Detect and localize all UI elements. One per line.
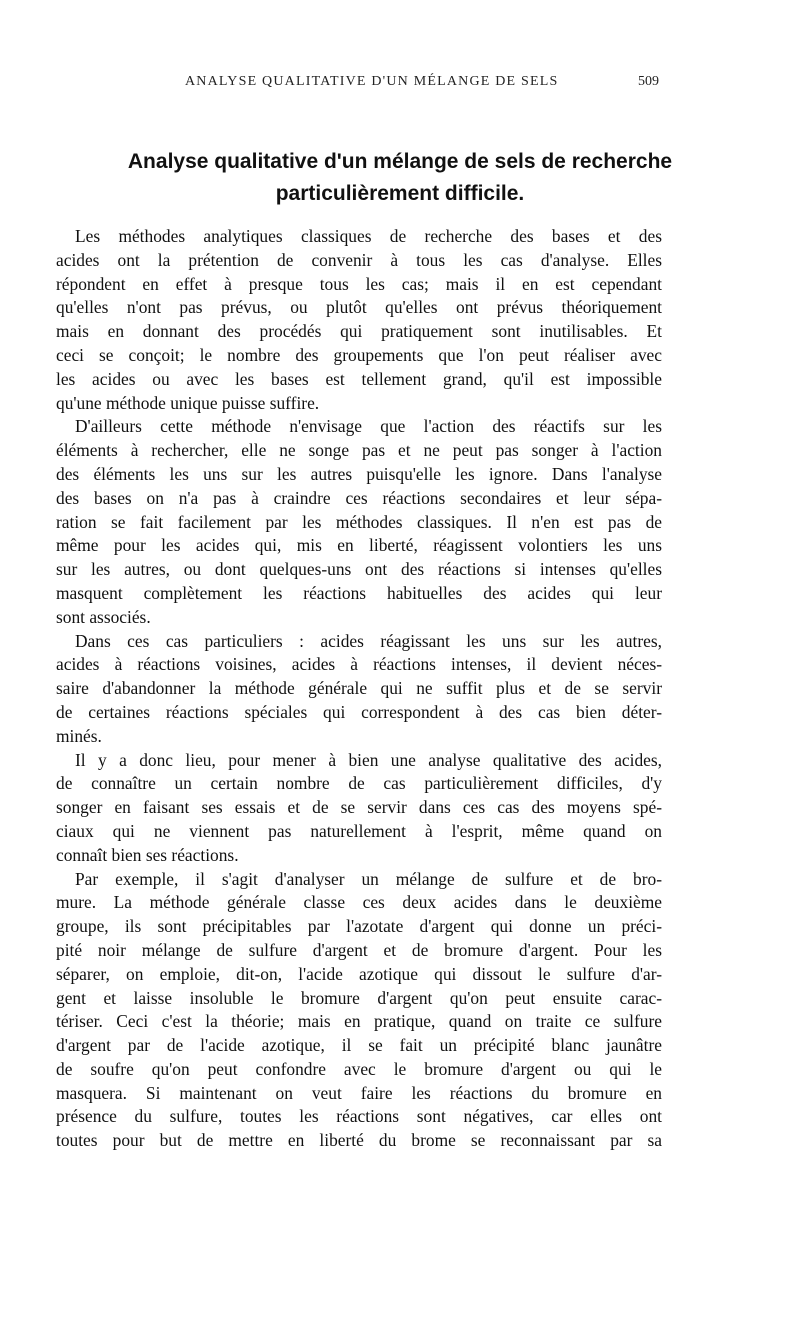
text-line: connaît bien ses réactions. [56,844,239,865]
text-line: ciaux qui ne viennent pas naturellement à l'esprit, même quand on [56,820,662,841]
text-line: qu'une méthode unique puisse suffire. [56,392,320,413]
text-line: qu'elles n'ont pas prévus, ou plutôt qu'elles ont prévus théoriquement [56,297,662,318]
section-title [60,146,740,210]
text-line: ration se fait facilement par les méthodes classiques. Il n'en est pas de [56,511,662,532]
text-line: de connaître un certain nombre de cas particulièrement difficiles, d'y [56,773,662,794]
text-line: songer en faisant ses essais et de se servir dans ces cas des moyens spé- [56,797,662,818]
text-line: masquera. Si maintenant on veut faire les réactions du bromure en [56,1082,662,1103]
text-line: séparer, on emploie, dit-on, l'acide azotique qui dissout le sulfure d'ar- [56,963,662,984]
text-line: Par exemple, il s'agit d'analyser un mélange de sulfure et de bro- [75,868,662,889]
text-line: présence du sulfure, toutes les réactions sont négatives, car elles ont [56,1106,662,1127]
text-line: répondent en effet à presque tous les cas; mais il en est cependant [56,273,662,294]
text-line: Dans ces cas particuliers : acides réagissant les uns sur les autres, [75,630,662,651]
text-line: toutes pour but de mettre en liberté du brome se reconnaissant par sa [56,1130,662,1151]
text-line: acides ont la prétention de convenir à tous les cas d'analyse. Elles [56,249,662,270]
text-line: minés. [56,725,102,746]
text-line: masquent complètement les réactions habituelles des acides qui leur [56,582,662,603]
text-line: les acides ou avec les bases est tellement grand, qu'il est impossible [56,368,662,389]
text-line: groupe, ils sont précipitables par l'azotate d'argent qui donne un préci- [56,916,662,937]
text-line: saire d'abandonner la méthode générale qui ne suffit plus et de se servir [56,678,662,699]
text-line: mure. La méthode générale classe ces deux acides dans le deuxième [56,892,662,913]
body-text [56,225,662,1153]
running-head: ANALYSE QUALITATIVE D'UN MÉLANGE DE SELS [185,74,559,89]
text-line: ceci se conçoit; le nombre des groupements que l'on peut réaliser avec [56,344,662,365]
text-line: gent et laisse insoluble le bromure d'argent qu'on peut ensuite carac- [56,987,662,1008]
text-line: sur les autres, ou dont quelques-uns ont des réactions si intenses qu'elles [56,559,662,580]
text-line: des bases on n'a pas à craindre ces réactions secondaires et leur sépa- [56,487,662,508]
text-line: éléments à rechercher, elle ne songe pas et ne peut pas songer à l'action [56,440,662,461]
text-line: de soufre qu'on peut confondre avec le bromure d'argent ou qui le [56,1058,662,1079]
text-line: des éléments les uns sur les autres puisqu'elle les ignore. Dans l'analyse [56,463,662,484]
text-line: pité noir mélange de sulfure d'argent et de bromure d'argent. Pour les [56,939,662,960]
text-line: sont associés. [56,606,151,627]
text-line: mais en donnant des procédés qui pratiquement sont inutilisables. Et [56,321,662,342]
text-line: d'argent par de l'acide azotique, il se fait un précipité blanc jaunâtre [56,1035,662,1056]
text-line: de certaines réactions spéciales qui correspondent à des cas bien déter- [56,701,662,722]
text-line: acides à réactions voisines, acides à réactions intenses, il devient néces- [56,654,662,675]
text-line: tériser. Ceci c'est la théorie; mais en pratique, quand on traite ce sulfure [56,1011,662,1032]
section-title-line-1: Analyse qualitative d'un mélange de sels de recherche [127,150,673,173]
text-line: Il y a donc lieu, pour mener à bien une analyse qualitative des acides, [75,749,662,770]
page-number: 509 [638,74,659,89]
text-line: D'ailleurs cette méthode n'envisage que l'action des réactifs sur les [75,416,662,437]
text-line: Les méthodes analytiques classiques de recherche des bases et des [75,226,662,246]
section-title-line-2: particulièrement difficile. [275,182,525,205]
text-line: même pour les acides qui, mis en liberté, réagissent volontiers les uns [56,535,662,556]
